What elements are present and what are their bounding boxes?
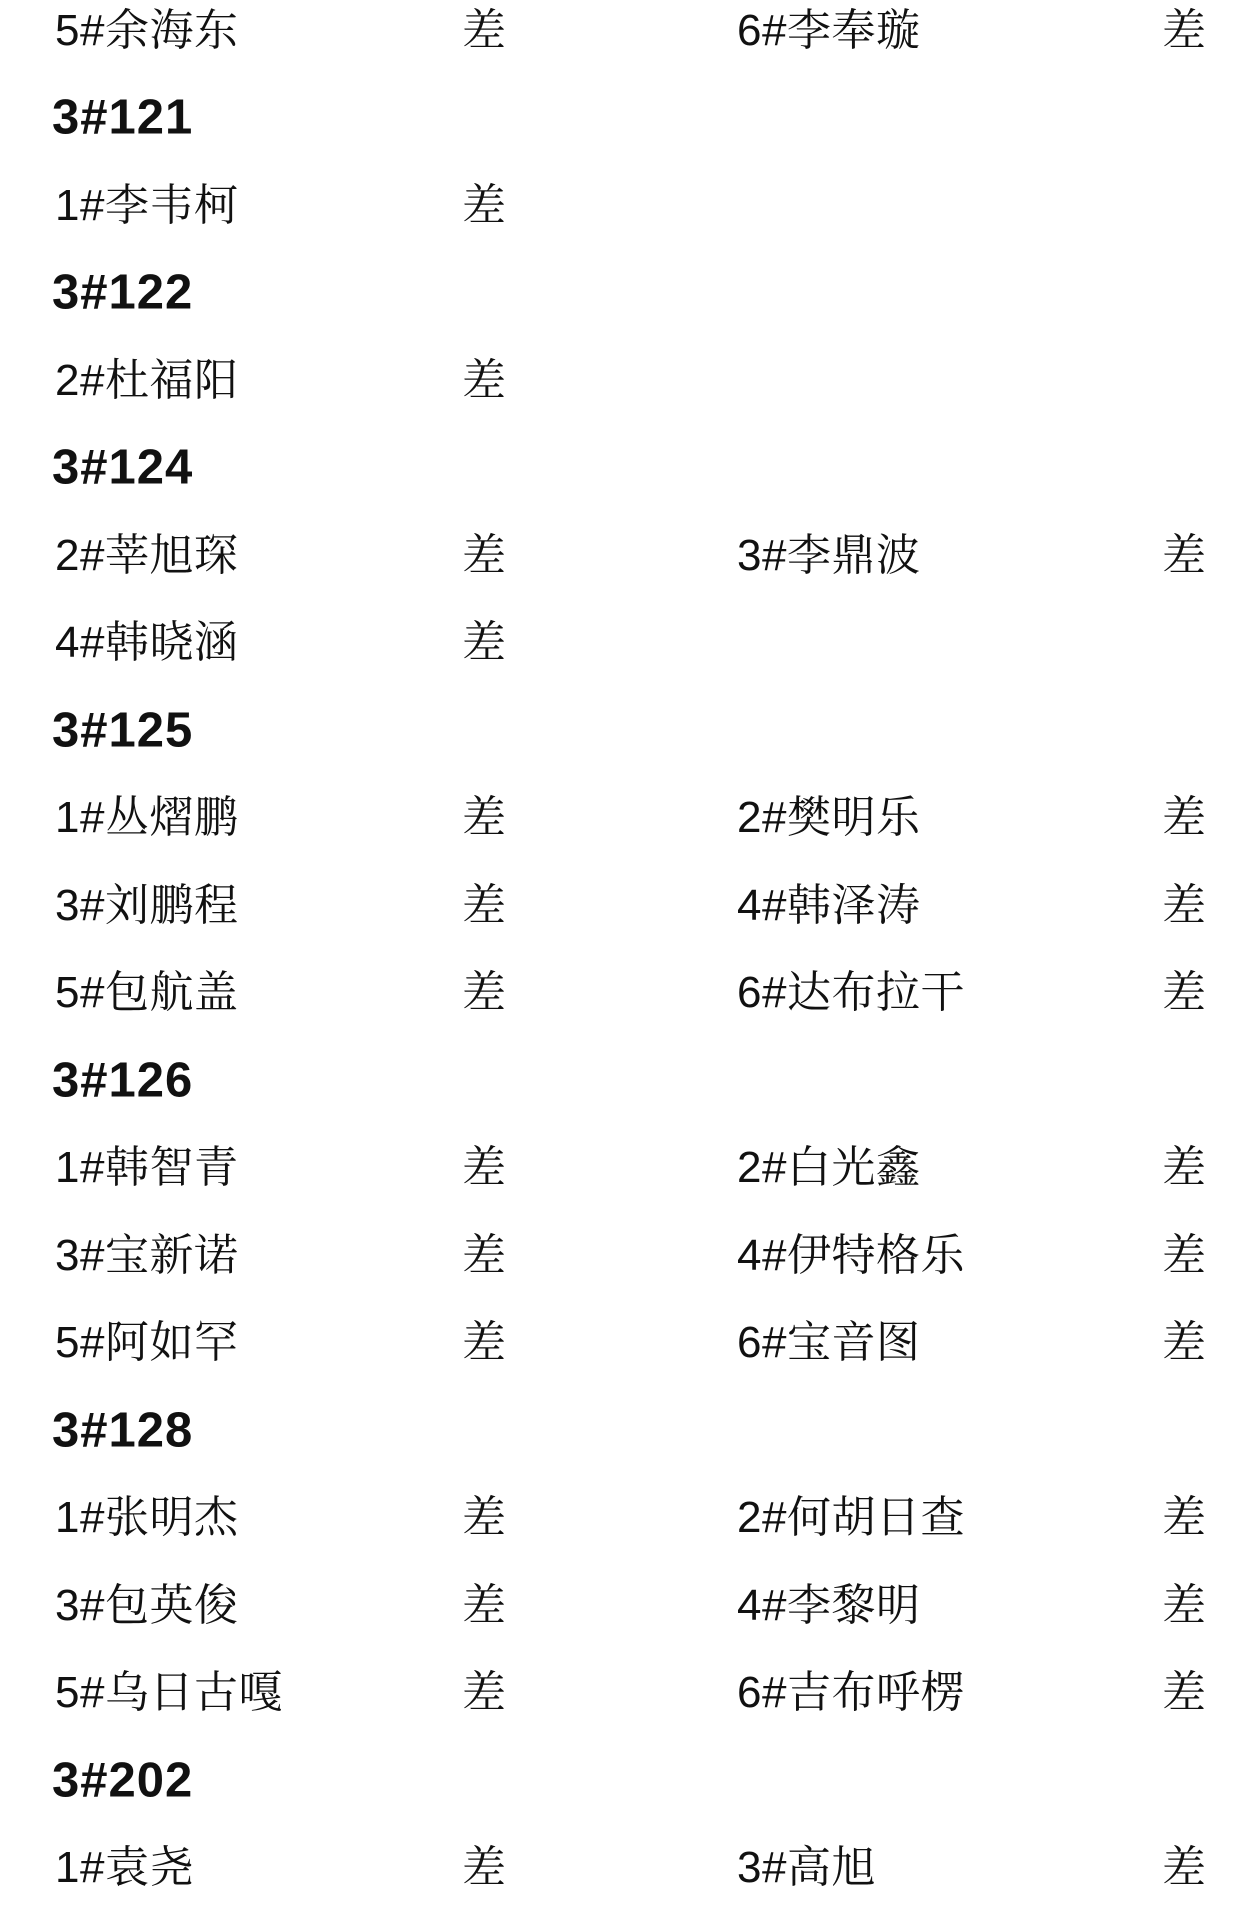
student-row xyxy=(0,1475,1260,1563)
student-name-left: 1#韩智青 xyxy=(55,1146,238,1190)
student-name-left: 2#杜福阳 xyxy=(55,359,238,403)
grade-label-right: 差 xyxy=(1162,1671,1207,1715)
student-row xyxy=(0,1562,1260,1650)
grade-label-right: 差 xyxy=(1162,534,1207,578)
student-name-right: 2#樊明乐 xyxy=(737,796,920,840)
grade-label-left: 差 xyxy=(462,1846,507,1890)
room-number: 3#125 xyxy=(52,706,193,755)
student-row xyxy=(0,1300,1260,1388)
grade-label-left: 差 xyxy=(462,184,507,228)
grade-label-left: 差 xyxy=(462,796,507,840)
student-row xyxy=(0,512,1260,600)
student-name-left: 3#包英俊 xyxy=(55,1584,238,1628)
grade-label-right: 差 xyxy=(1162,1496,1207,1540)
grade-label-left: 差 xyxy=(462,971,507,1015)
grade-label-left: 差 xyxy=(462,884,507,928)
grade-label-left: 差 xyxy=(462,359,507,403)
grade-label-left: 差 xyxy=(462,534,507,578)
student-name-right: 2#白光鑫 xyxy=(737,1146,920,1190)
student-name-left: 3#刘鹏程 xyxy=(55,884,238,928)
grade-label-left: 差 xyxy=(462,1496,507,1540)
grade-label-left: 差 xyxy=(462,9,507,53)
student-name-left: 3#宝新诺 xyxy=(55,1234,238,1278)
student-name-left: 5#余海东 xyxy=(55,9,238,53)
grade-label-left: 差 xyxy=(462,1146,507,1190)
student-row xyxy=(0,1125,1260,1213)
student-name-left: 1#李韦柯 xyxy=(55,184,238,228)
room-number: 3#126 xyxy=(52,1056,193,1105)
grade-label-left: 差 xyxy=(462,1321,507,1365)
student-name-right: 6#达布拉干 xyxy=(737,971,965,1015)
student-row xyxy=(0,600,1260,688)
room-header xyxy=(0,1037,1260,1125)
student-row xyxy=(0,775,1260,863)
room-number: 3#121 xyxy=(52,94,193,143)
student-name-right: 2#何胡日查 xyxy=(737,1496,965,1540)
student-row xyxy=(0,950,1260,1038)
room-header xyxy=(0,1737,1260,1825)
student-name-right: 3#李鼎波 xyxy=(737,534,920,578)
student-name-left: 1#袁尧 xyxy=(55,1846,194,1890)
grade-label-right: 差 xyxy=(1162,1321,1207,1365)
grade-label-left: 差 xyxy=(462,621,507,665)
student-name-left: 5#阿如罕 xyxy=(55,1321,238,1365)
grade-label-right: 差 xyxy=(1162,884,1207,928)
room-number: 3#202 xyxy=(52,1756,193,1805)
student-row xyxy=(0,1825,1260,1912)
room-header xyxy=(0,1387,1260,1475)
grade-label-right: 差 xyxy=(1162,1234,1207,1278)
student-name-left: 1#丛熠鹏 xyxy=(55,796,238,840)
student-name-left: 5#乌日古嘎 xyxy=(55,1671,283,1715)
room-header xyxy=(0,687,1260,775)
room-header xyxy=(0,250,1260,338)
room-number: 3#122 xyxy=(52,269,193,318)
grade-label-left: 差 xyxy=(462,1234,507,1278)
student-row xyxy=(0,862,1260,950)
student-name-right: 6#宝音图 xyxy=(737,1321,920,1365)
grade-label-right: 差 xyxy=(1162,796,1207,840)
student-name-left: 4#韩晓涵 xyxy=(55,621,238,665)
student-name-left: 1#张明杰 xyxy=(55,1496,238,1540)
grade-label-right: 差 xyxy=(1162,971,1207,1015)
room-number: 3#128 xyxy=(52,1406,193,1455)
room-header xyxy=(0,425,1260,513)
student-row xyxy=(0,337,1260,425)
grade-label-right: 差 xyxy=(1162,1846,1207,1890)
student-name-left: 2#莘旭琛 xyxy=(55,534,238,578)
student-name-right: 4#韩泽涛 xyxy=(737,884,920,928)
student-name-right: 4#李黎明 xyxy=(737,1584,920,1628)
student-name-right: 6#李奉璇 xyxy=(737,9,920,53)
student-row xyxy=(0,0,1260,75)
grade-label-right: 差 xyxy=(1162,9,1207,53)
room-header xyxy=(0,75,1260,163)
student-row xyxy=(0,1650,1260,1738)
student-name-left: 5#包航盖 xyxy=(55,971,238,1015)
student-name-right: 3#高旭 xyxy=(737,1846,876,1890)
student-row xyxy=(0,1212,1260,1300)
grade-label-right: 差 xyxy=(1162,1584,1207,1628)
grade-label-right: 差 xyxy=(1162,1146,1207,1190)
grade-label-left: 差 xyxy=(462,1584,507,1628)
student-name-right: 6#吉布呼楞 xyxy=(737,1671,965,1715)
room-number: 3#124 xyxy=(52,444,193,493)
grade-label-left: 差 xyxy=(462,1671,507,1715)
student-row xyxy=(0,162,1260,250)
student-name-right: 4#伊特格乐 xyxy=(737,1234,965,1278)
